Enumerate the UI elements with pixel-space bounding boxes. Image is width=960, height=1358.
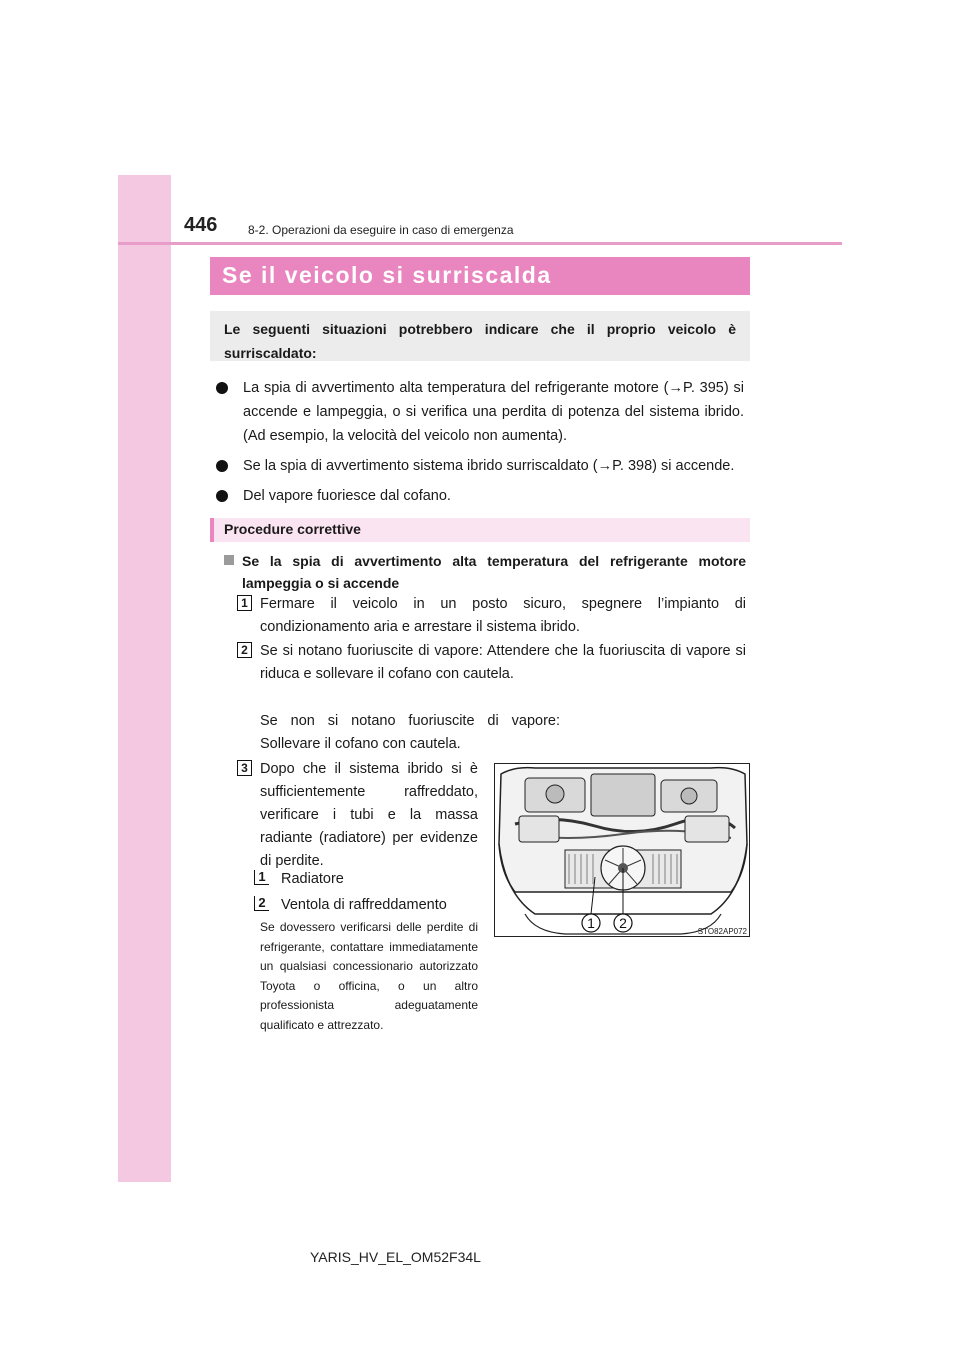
legend-label-1: Radiatore: [281, 871, 344, 887]
engine-bay-drawing: [495, 764, 750, 937]
callout-2: 2: [619, 915, 627, 931]
page-title: Se il veicolo si surriscalda: [210, 257, 750, 295]
section-reference: 8-2. Operazioni da eseguire in caso di emergenza: [248, 223, 514, 237]
footer-code: YARIS_HV_EL_OM52F34L: [310, 1249, 481, 1265]
step-number-3: 3: [237, 760, 252, 776]
leak-note: Se dovessero verificarsi delle perdite di refrigerante, contattare immediatamente un qualsiasi concessionario autorizzato Toyota o officina, o un altro professionista adeguatamente qualificato e attrezzato.: [260, 920, 478, 1032]
list-item: [212, 376, 744, 448]
illustration-code: STO82AP072: [697, 927, 747, 936]
bullet-dot-icon: [216, 490, 228, 502]
step-1-text: Fermare il veicolo in un posto sicuro, spegnere l’impianto di condizionamento aria e arrestare il sistema ibrido.: [260, 596, 746, 635]
square-bullet-icon: [224, 555, 234, 565]
list-item: [212, 484, 744, 508]
list-item-text: Se la spia di avvertimento sistema ibrido surriscaldato (→P. 398) si accende.: [243, 458, 735, 474]
legend-number-1: 1: [254, 870, 269, 885]
condition-text: Se la spia di avvertimento alta temperatura del refrigerante motore lampeggia o si accende: [242, 553, 746, 591]
engine-bay-illustration: [494, 763, 750, 937]
bullet-dot-icon: [216, 460, 228, 472]
legend-number-2: 2: [254, 896, 269, 911]
step-2-text-a: Se si notano fuoriuscite di vapore: Attendere che la fuoriuscita di vapore si riduca e sollevare il cofano con cautela.: [260, 643, 746, 682]
page-number: 446: [184, 214, 218, 236]
list-item-text: La spia di avvertimento alta temperatura del refrigerante motore (→P. 395) si accende e lampeggia, o si verifica una perdita di potenza del sistema ibrido. (Ad esempio, la velocità del veicolo non aumenta).: [243, 380, 744, 444]
header-divider: [118, 242, 842, 245]
step-3-text: Dopo che il sistema ibrido si è sufficientemente raffreddato, verificare i tubi e la massa radiante (radiatore) per evidenze di perdite.: [260, 761, 478, 869]
step-2-text-b: Se non si notano fuoriuscite di vapore: Sollevare il cofano con cautela.: [260, 713, 560, 752]
bullet-dot-icon: [216, 382, 228, 394]
step-number-2: 2: [237, 642, 252, 658]
procedures-heading: Procedure correttive: [210, 518, 750, 542]
symptom-list: [212, 376, 744, 514]
list-item: [212, 454, 744, 478]
step-number-1: 1: [237, 595, 252, 611]
condition-heading: [224, 550, 746, 594]
list-item-text: Del vapore fuoriesce dal cofano.: [243, 488, 451, 504]
legend-label-2: Ventola di raffreddamento: [281, 897, 447, 913]
side-thumb-band: [118, 175, 171, 1182]
callout-1: 1: [587, 915, 595, 931]
intro-box: Le seguenti situazioni potrebbero indicare che il proprio veicolo è surriscaldato:: [210, 311, 750, 361]
